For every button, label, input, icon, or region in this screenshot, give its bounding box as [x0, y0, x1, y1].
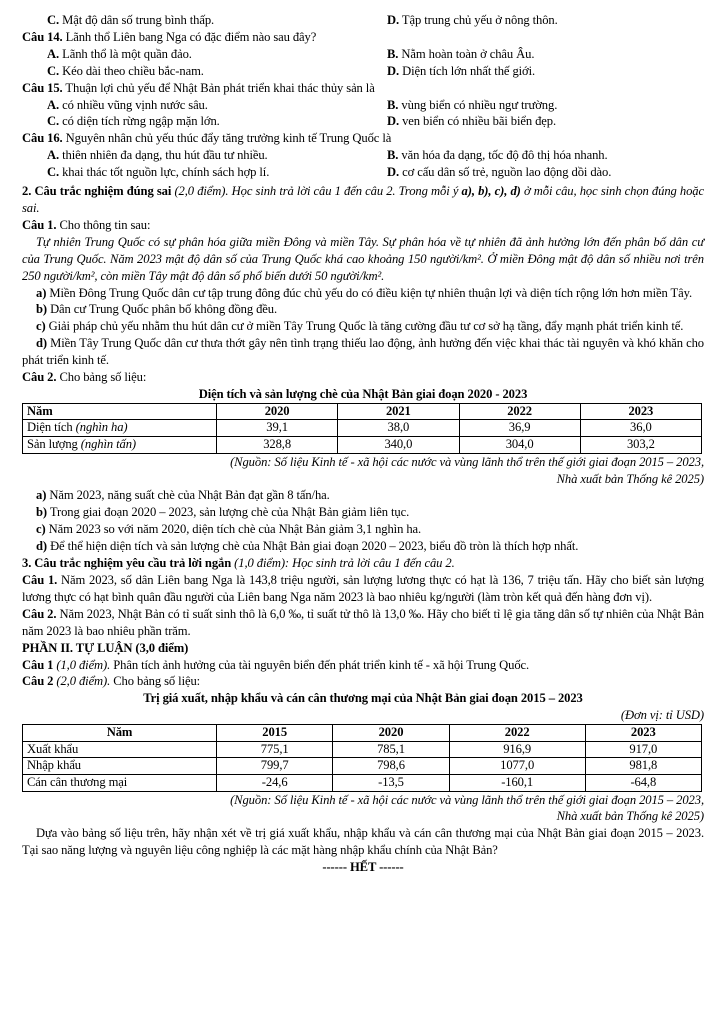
table-row: Sản lượng (nghìn tấn) 328,8 340,0 304,0 303,2: [23, 437, 702, 454]
s3-question-1: Câu 1. Năm 2023, số dân Liên bang Nga là 143,8 triệu người, sản lượng lương thực có hạt là 136, 7 triệu tấn. Hãy cho biết sản lượng lương thực có hạt bình quân đầu người của Liên bang Nga năm 2023 là bao nhiêu kg/người (làm tròn kết quả đến hàng đơn vị).: [22, 572, 704, 604]
s3-question-2: Câu 2. Năm 2023, Nhật Bản có tỉ suất sinh thô là 6,0 ‰, tỉ suất tử thô là 13,0 ‰. Hãy cho biết tỉ lệ gia tăng dân số tự nhiên của Nhật Bản năm 2023 là bao nhiêu phần trăm.: [22, 606, 704, 638]
q15-options-ab: A. có nhiều vũng vịnh nước sâu. B. vùng biển có nhiều ngư trường.: [47, 97, 558, 112]
trade-table: [22, 724, 702, 791]
q16-options-ab: A. thiên nhiên đa dạng, thu hút đầu tư nhiều. B. văn hóa đa dạng, tốc độ đô thị hóa nhanh.: [47, 148, 608, 163]
s2-q1-d: d) Miền Tây Trung Quốc dân cư thưa thớt gây nên tình trạng thiếu lao động, ảnh hưởng đến việc khai thác tài nguyên và khó khăn cho phát triển kinh tế.: [22, 336, 704, 368]
question-14: Câu 14. Lãnh thổ Liên bang Nga có đặc điểm nào sau đây?: [22, 29, 317, 44]
trade-table-source-1: (Nguồn: Số liệu Kinh tế - xã hội các nước và vùng lãnh thổ trên thế giới giai đoạn 2015 – 2023,: [230, 792, 704, 807]
table-row: Xuất khẩu 775,1 785,1 916,9 917,0: [23, 741, 702, 758]
essay-q2-task: Dựa vào bảng số liệu trên, hãy nhận xét về trị giá xuất khẩu, nhập khẩu và cán cân thương mại của Nhật Bản giai đoạn 2015 – 2023. Tại sao năng lượng và nguyên liệu công nghiệp là các mặt hàng nhập khẩu chính của Nhật Bản?: [22, 826, 704, 858]
tea-table-title: Diện tích và sản lượng chè của Nhật Bản giai đoạn 2020 - 2023: [198, 386, 528, 401]
q14-options-ab: A. Lãnh thổ là một quần đảo. B. Nằm hoàn toàn ở châu Âu.: [47, 46, 535, 61]
table-row: Diện tích (nghìn ha) 39,1 38,0 36,9 36,0: [23, 420, 702, 437]
section-2-heading: 2. Câu trắc nghiệm đúng sai (2,0 điểm). Học sinh trả lời câu 1 đến câu 2. Trong mỗi ý a), b), c), d) ở mỗi câu, học sinh chọn đúng hoặc sai.: [22, 184, 704, 215]
s2-q2-d: d) Để thể hiện diện tích và sản lượng chè của Nhật Bản giai đoạn 2020 – 2023, biểu đồ tròn là thích hợp nhất.: [36, 539, 579, 554]
q14-options-cd: C. Kéo dài theo chiều bắc-nam. D. Diện tích lớn nhất thế giới.: [47, 63, 536, 78]
s2-q2-b: b) Trong giai đoạn 2020 – 2023, sản lượng chè của Nhật Bản giảm liên tục.: [36, 505, 410, 520]
q15-options-cd: C. có diện tích rừng ngập mặn lớn. D. ven biển có nhiều bãi biển đẹp.: [47, 114, 557, 129]
table-row: Nhập khẩu 799,7 798,6 1077,0 981,8: [23, 758, 702, 775]
trade-table-title: Trị giá xuất, nhập khẩu và cán cân thương mại của Nhật Bản giai đoạn 2015 – 2023: [143, 691, 583, 706]
table-header-row: Năm 2015 2020 2022 2023: [23, 725, 702, 742]
s2-question-2: Câu 2. Cho bảng số liệu:: [22, 370, 147, 385]
tea-table-source-2: Nhà xuất bản Thống kê 2025): [556, 471, 704, 486]
option-text: Mật độ dân số trung bình thấp.: [62, 13, 215, 27]
table-row: Cán cân thương mại -24,6 -13,5 -160,1 -64,8: [23, 774, 702, 791]
section-3-heading: 3. Câu trắc nghiệm yêu cầu trả lời ngắn (1,0 điểm): Học sinh trả lời câu 1 đến câu 2.: [22, 556, 455, 571]
s2-q1-c: c) Giải pháp chủ yếu nhằm thu hút dân cư ở miền Tây Trung Quốc là tăng cường đầu tư cơ sở hạ tầng, đẩy mạnh phát triển kinh tế.: [36, 319, 684, 334]
end-marker: ------ HẾT ------: [322, 860, 404, 875]
part-2-heading: PHẦN II. TỰ LUẬN (3,0 điểm): [22, 640, 189, 655]
q13-options-cd: C. Mật độ dân số trung bình thấp. D. Tập trung chủ yếu ở nông thôn.: [47, 13, 558, 27]
s2-q1-info: Tự nhiên Trung Quốc có sự phân hóa giữa miền Đông và miền Tây. Sự phân hóa về tự nhiên đã ảnh hưởng lớn đến phân bố dân cư của Trung Quốc. Năm 2023 mật độ dân số của Trung Quốc khá cao khoảng 150 người/km². Ở miền Đông mật độ dân số nhiều nơi trên 250 người/km², còn miền Tây mật độ dân số phổ biến dưới 50 người/km².: [22, 234, 704, 283]
trade-table-unit: (Đơn vị: tỉ USD): [620, 708, 704, 723]
s2-q2-c: c) Năm 2023 so với năm 2020, diện tích chè của Nhật Bản giảm 3,1 nghìn ha.: [36, 522, 422, 537]
table-header-row: Năm 2020 2021 2022 2023: [23, 403, 702, 420]
tea-table-source-1: (Nguồn: Số liệu Kinh tế - xã hội các nước và vùng lãnh thổ trên thế giới giai đoạn 2015 – 2023,: [230, 454, 704, 469]
question-16: Câu 16. Nguyên nhân chủ yếu thúc đẩy tăng trưởng kinh tế Trung Quốc là: [22, 131, 392, 146]
essay-question-1: Câu 1 (1,0 điểm). Phân tích ảnh hưởng của tài nguyên biển đến phát triển kinh tế - xã hội Trung Quốc.: [22, 657, 530, 672]
s2-q2-a: a) Năm 2023, năng suất chè của Nhật Bản đạt gần 8 tấn/ha.: [36, 488, 330, 503]
s2-question-1: Câu 1. Cho thông tin sau:: [22, 217, 151, 232]
s2-q1-b: b) Dân cư Trung Quốc phân bố không đồng đều.: [36, 302, 278, 317]
option-text: Tập trung chủ yếu ở nông thôn.: [401, 13, 558, 27]
tea-table: [22, 403, 702, 454]
trade-table-source-2: Nhà xuất bản Thống kê 2025): [556, 809, 704, 824]
question-15: Câu 15. Thuận lợi chủ yếu để Nhật Bản phát triển khai thác thủy sản là: [22, 80, 375, 95]
q16-options-cd: C. khai thác tốt nguồn lực, chính sách hợp lí. D. cơ cấu dân số trẻ, nguồn lao động dồi dào.: [47, 165, 612, 180]
s2-q1-a: a) Miền Đông Trung Quốc dân cư tập trung đông đúc chủ yếu do có điều kiện tự nhiên thuận lợi và diện tích rộng lớn hơn miền Tây.: [36, 285, 693, 300]
essay-question-2: Câu 2 (2,0 điểm). Cho bảng số liệu:: [22, 674, 201, 689]
